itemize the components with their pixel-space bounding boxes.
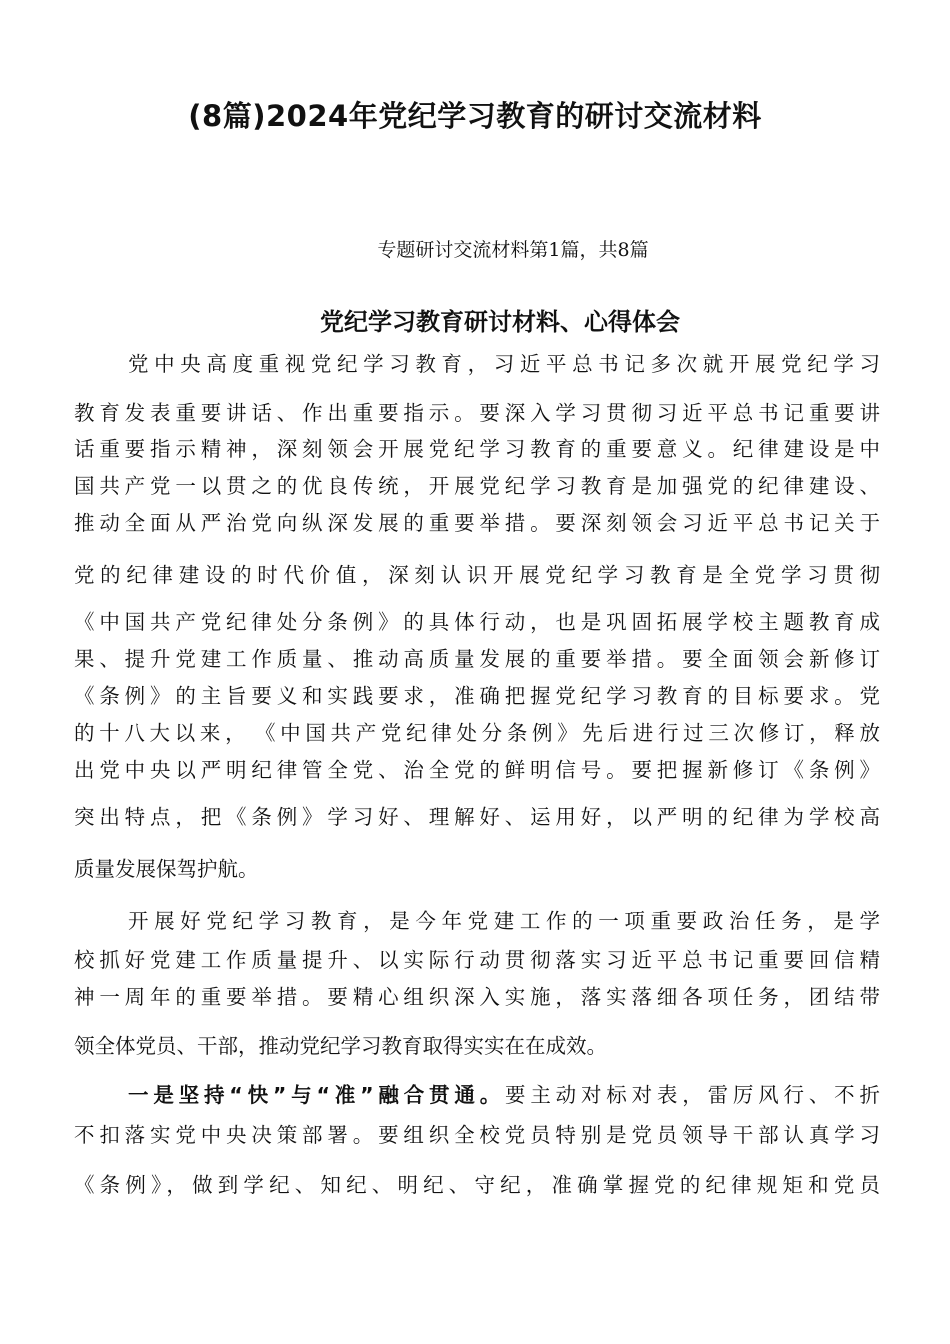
paragraph-line: 推动全面从严治党向纵深发展的重要举措。要深刻领会习近平总书记关于 xyxy=(74,511,880,535)
paragraph-line: 不扣落实党中央决策部署。要组织全校党员特别是党员领导干部认真学习 xyxy=(74,1123,880,1147)
article-title: 党纪学习教育研讨材料、心得体会 xyxy=(320,308,680,336)
paragraph-line: 党中央高度重视党纪学习教育，习近平总书记多次就开展党纪学习 xyxy=(128,352,880,376)
paragraph-line: 开展好党纪学习教育，是今年党建工作的一项重要政治任务，是学 xyxy=(128,909,880,933)
paragraph-line: 教育发表重要讲话、作出重要指示。要深入学习贯彻习近平总书记重要讲 xyxy=(74,401,880,425)
paragraph-line: 领全体党员、干部，推动党纪学习教育取得实实在在成效。 xyxy=(74,1034,607,1058)
paragraph-line xyxy=(128,1080,880,1110)
paragraph-line: 《中国共产党纪律处分条例》的具体行动，也是巩固拓展学校主题教育成 xyxy=(74,610,880,634)
paragraph-line: 出党中央以严明纪律管全党、治全党的鲜明信号。要把握新修订《条例》 xyxy=(74,758,880,782)
paragraph-line: 突出特点，把《条例》学习好、理解好、运用好，以严明的纪律为学校高 xyxy=(74,805,880,829)
series-caption: 专题研讨交流材料第1篇，共8篇 xyxy=(377,239,649,261)
paragraph-line: 质量发展保驾护航。 xyxy=(74,857,259,881)
paragraph-line: 《条例》，做到学纪、知纪、明纪、守纪，准确掌握党的纪律规矩和党员 xyxy=(74,1173,880,1197)
paragraph-line: 校抓好党建工作质量提升、以实际行动贯彻落实习近平总书记重要回信精 xyxy=(74,948,880,972)
paragraph-lead-heading: 一是坚持“快”与“准”融合贯通。 xyxy=(128,1083,506,1107)
paragraph-line: 话重要指示精神，深刻领会开展党纪学习教育的重要意义。纪律建设是中 xyxy=(74,437,880,461)
paragraph-line: 果、提升党建工作质量、推动高质量发展的重要举措。要全面领会新修订 xyxy=(74,647,880,671)
paragraph-line: 党的纪律建设的时代价值，深刻认识开展党纪学习教育是全党学习贯彻 xyxy=(74,563,880,587)
paragraph-line: 神一周年的重要举措。要精心组织深入实施，落实落细各项任务，团结带 xyxy=(74,985,880,1009)
paragraph-line: 的十八大以来， 《中国共产党纪律处分条例》先后进行过三次修订，释放 xyxy=(74,721,880,745)
document-title: (8篇)2024年党纪学习教育的研讨交流材料 xyxy=(188,99,762,133)
paragraph-line: 《条例》的主旨要义和实践要求，准确把握党纪学习教育的目标要求。党 xyxy=(74,684,880,708)
paragraph-line: 国共产党一以贯之的优良传统，开展党纪学习教育是加强党的纪律建设、 xyxy=(74,474,880,498)
paragraph-line-text: 要主动对标对表，雷厉风行、不折 xyxy=(505,1083,880,1107)
